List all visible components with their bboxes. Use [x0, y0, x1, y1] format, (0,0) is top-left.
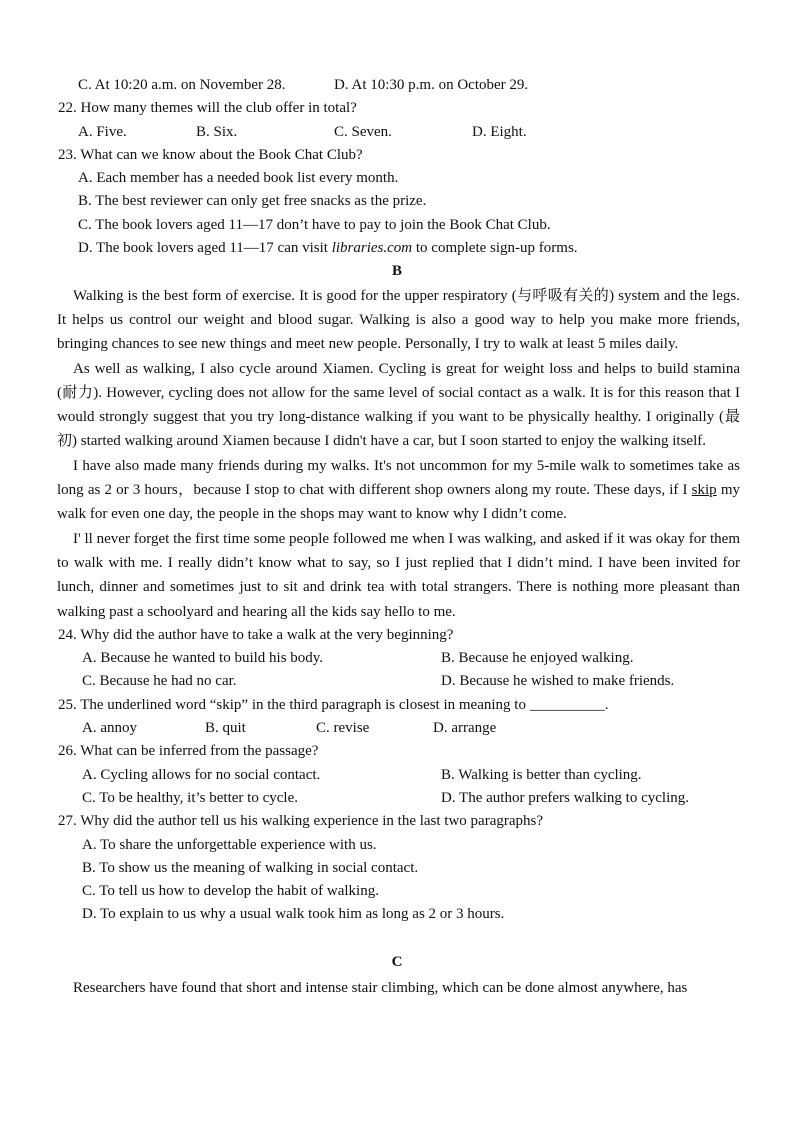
- q25-option-b: B. quit: [205, 720, 246, 737]
- q26-stem: 26. What can be inferred from the passage?: [58, 743, 319, 760]
- q22-option-d: D. Eight.: [472, 123, 527, 140]
- exam-page: [0, 74, 794, 1000]
- q24-option-c: C. Because he had no car.: [82, 673, 237, 690]
- q25-option-c: C. revise: [316, 720, 370, 737]
- q21-option-c: C. At 10:20 a.m. on November 28.: [78, 77, 286, 93]
- q27-stem: 27. Why did the author tell us his walking experience in the last two paragraphs?: [58, 813, 544, 830]
- section-spacer: [0, 927, 794, 951]
- q25-option-a: A. annoy: [82, 720, 137, 737]
- q22-option-b: B. Six.: [196, 123, 238, 140]
- q23-option-a: A. Each member has a needed book list every month.: [78, 170, 399, 187]
- q23-option-c: C. The book lovers aged 11—17 don’t have to pay to join the Book Chat Club.: [78, 216, 551, 233]
- q25-options: [0, 717, 794, 740]
- section-b-heading: B: [391, 263, 402, 280]
- q23-option-d: D. The book lovers aged 11—17 can visit libraries.com to complete sign-up forms.: [78, 240, 578, 257]
- q21-options: [0, 74, 794, 97]
- q27-option-c: C. To tell us how to develop the habit of walking.: [82, 883, 379, 900]
- q25-stem: 25. The underlined word “skip” in the third paragraph is closest in meaning to __________.: [58, 696, 609, 713]
- section-b-paragraph-3: I have also made many friends during my walks. It's not uncommon for my 5-mile walk to sometimes take as long as 2 or 3 hours，because I stop to chat with different shop owners along my route. These days, if I skip my walk for even one day, the people in the shops may want to know why I didn’t come.: [57, 457, 741, 523]
- q26-option-d: D. The author prefers walking to cycling.: [441, 789, 689, 806]
- q26-option-a: A. Cycling allows for no social contact.: [82, 766, 321, 783]
- section-b-paragraph-2: As well as walking, I also cycle around Xiamen. Cycling is great for weight loss and helps to build stamina (耐力). However, cycling does not allow for the same level of social contact as a walk. It is for this reason that I would strongly suggest that you try long-distance walking if you want to be physically healthy. I originally (最初) started walking around Xiamen because I didn't have a car, but I soon started to enjoy the walking itself.: [57, 360, 740, 450]
- q23-option-b: B. The best reviewer can only get free snacks as the prize.: [78, 193, 427, 210]
- q25-option-d: D. arrange: [433, 720, 497, 737]
- q21-option-d: D. At 10:30 p.m. on October 29.: [334, 77, 529, 93]
- section-b-paragraph-1: Walking is the best form of exercise. It is good for the upper respiratory (与呼吸有关的) system and the legs. It helps us control our weight and blood sugar. Walking is also a good way to help you make more friends, bringing chances to see new things and meet new people. Personally, I try to walk at least 5 miles daily.: [57, 287, 740, 353]
- q24-option-d: D. Because he wished to make friends.: [441, 673, 675, 690]
- q23-option-d-website: libraries.com: [331, 240, 413, 257]
- q24-options-row2: [0, 670, 794, 693]
- section-c-heading: C: [391, 953, 403, 970]
- underlined-word-skip: skip: [691, 482, 717, 499]
- q22-options: [0, 121, 794, 144]
- q26-option-b: B. Walking is better than cycling.: [441, 766, 642, 783]
- q22-option-a: A. Five.: [78, 123, 127, 140]
- q27-option-a: A. To share the unforgettable experience with us.: [82, 836, 377, 853]
- q24-option-a: A. Because he wanted to build his body.: [82, 650, 324, 667]
- q23-stem: 23. What can we know about the Book Chat Club?: [58, 146, 363, 163]
- q26-options-row2: [0, 787, 794, 810]
- q26-options-row1: [0, 764, 794, 787]
- q27-option-d: D. To explain to us why a usual walk took him as long as 2 or 3 hours.: [82, 906, 505, 923]
- q24-stem: 24. Why did the author have to take a walk at the very beginning?: [58, 626, 454, 643]
- section-b-paragraph-4: I' ll never forget the first time some people followed me when I was walking, and asked if it was okay for them to walk with me. I really didn’t know what to say, so I just replied that I didn’t mind. I have been invited for lunch, dinner and sometimes just to sit and drink tea with total strangers. There is nothing more pleasant than walking past a schoolyard and hearing all the kids say hello to me.: [57, 530, 740, 620]
- q22-option-c: C. Seven.: [334, 123, 392, 140]
- q22-stem: 22. How many themes will the club offer in total?: [58, 100, 357, 117]
- section-c-paragraph-1: Researchers have found that short and intense stair climbing, which can be done almost anywhere, has: [73, 979, 688, 996]
- q26-option-c: C. To be healthy, it’s better to cycle.: [82, 789, 298, 806]
- q27-option-b: B. To show us the meaning of walking in social contact.: [82, 859, 419, 876]
- q24-option-b: B. Because he enjoyed walking.: [441, 650, 634, 667]
- q24-options-row1: [0, 647, 794, 670]
